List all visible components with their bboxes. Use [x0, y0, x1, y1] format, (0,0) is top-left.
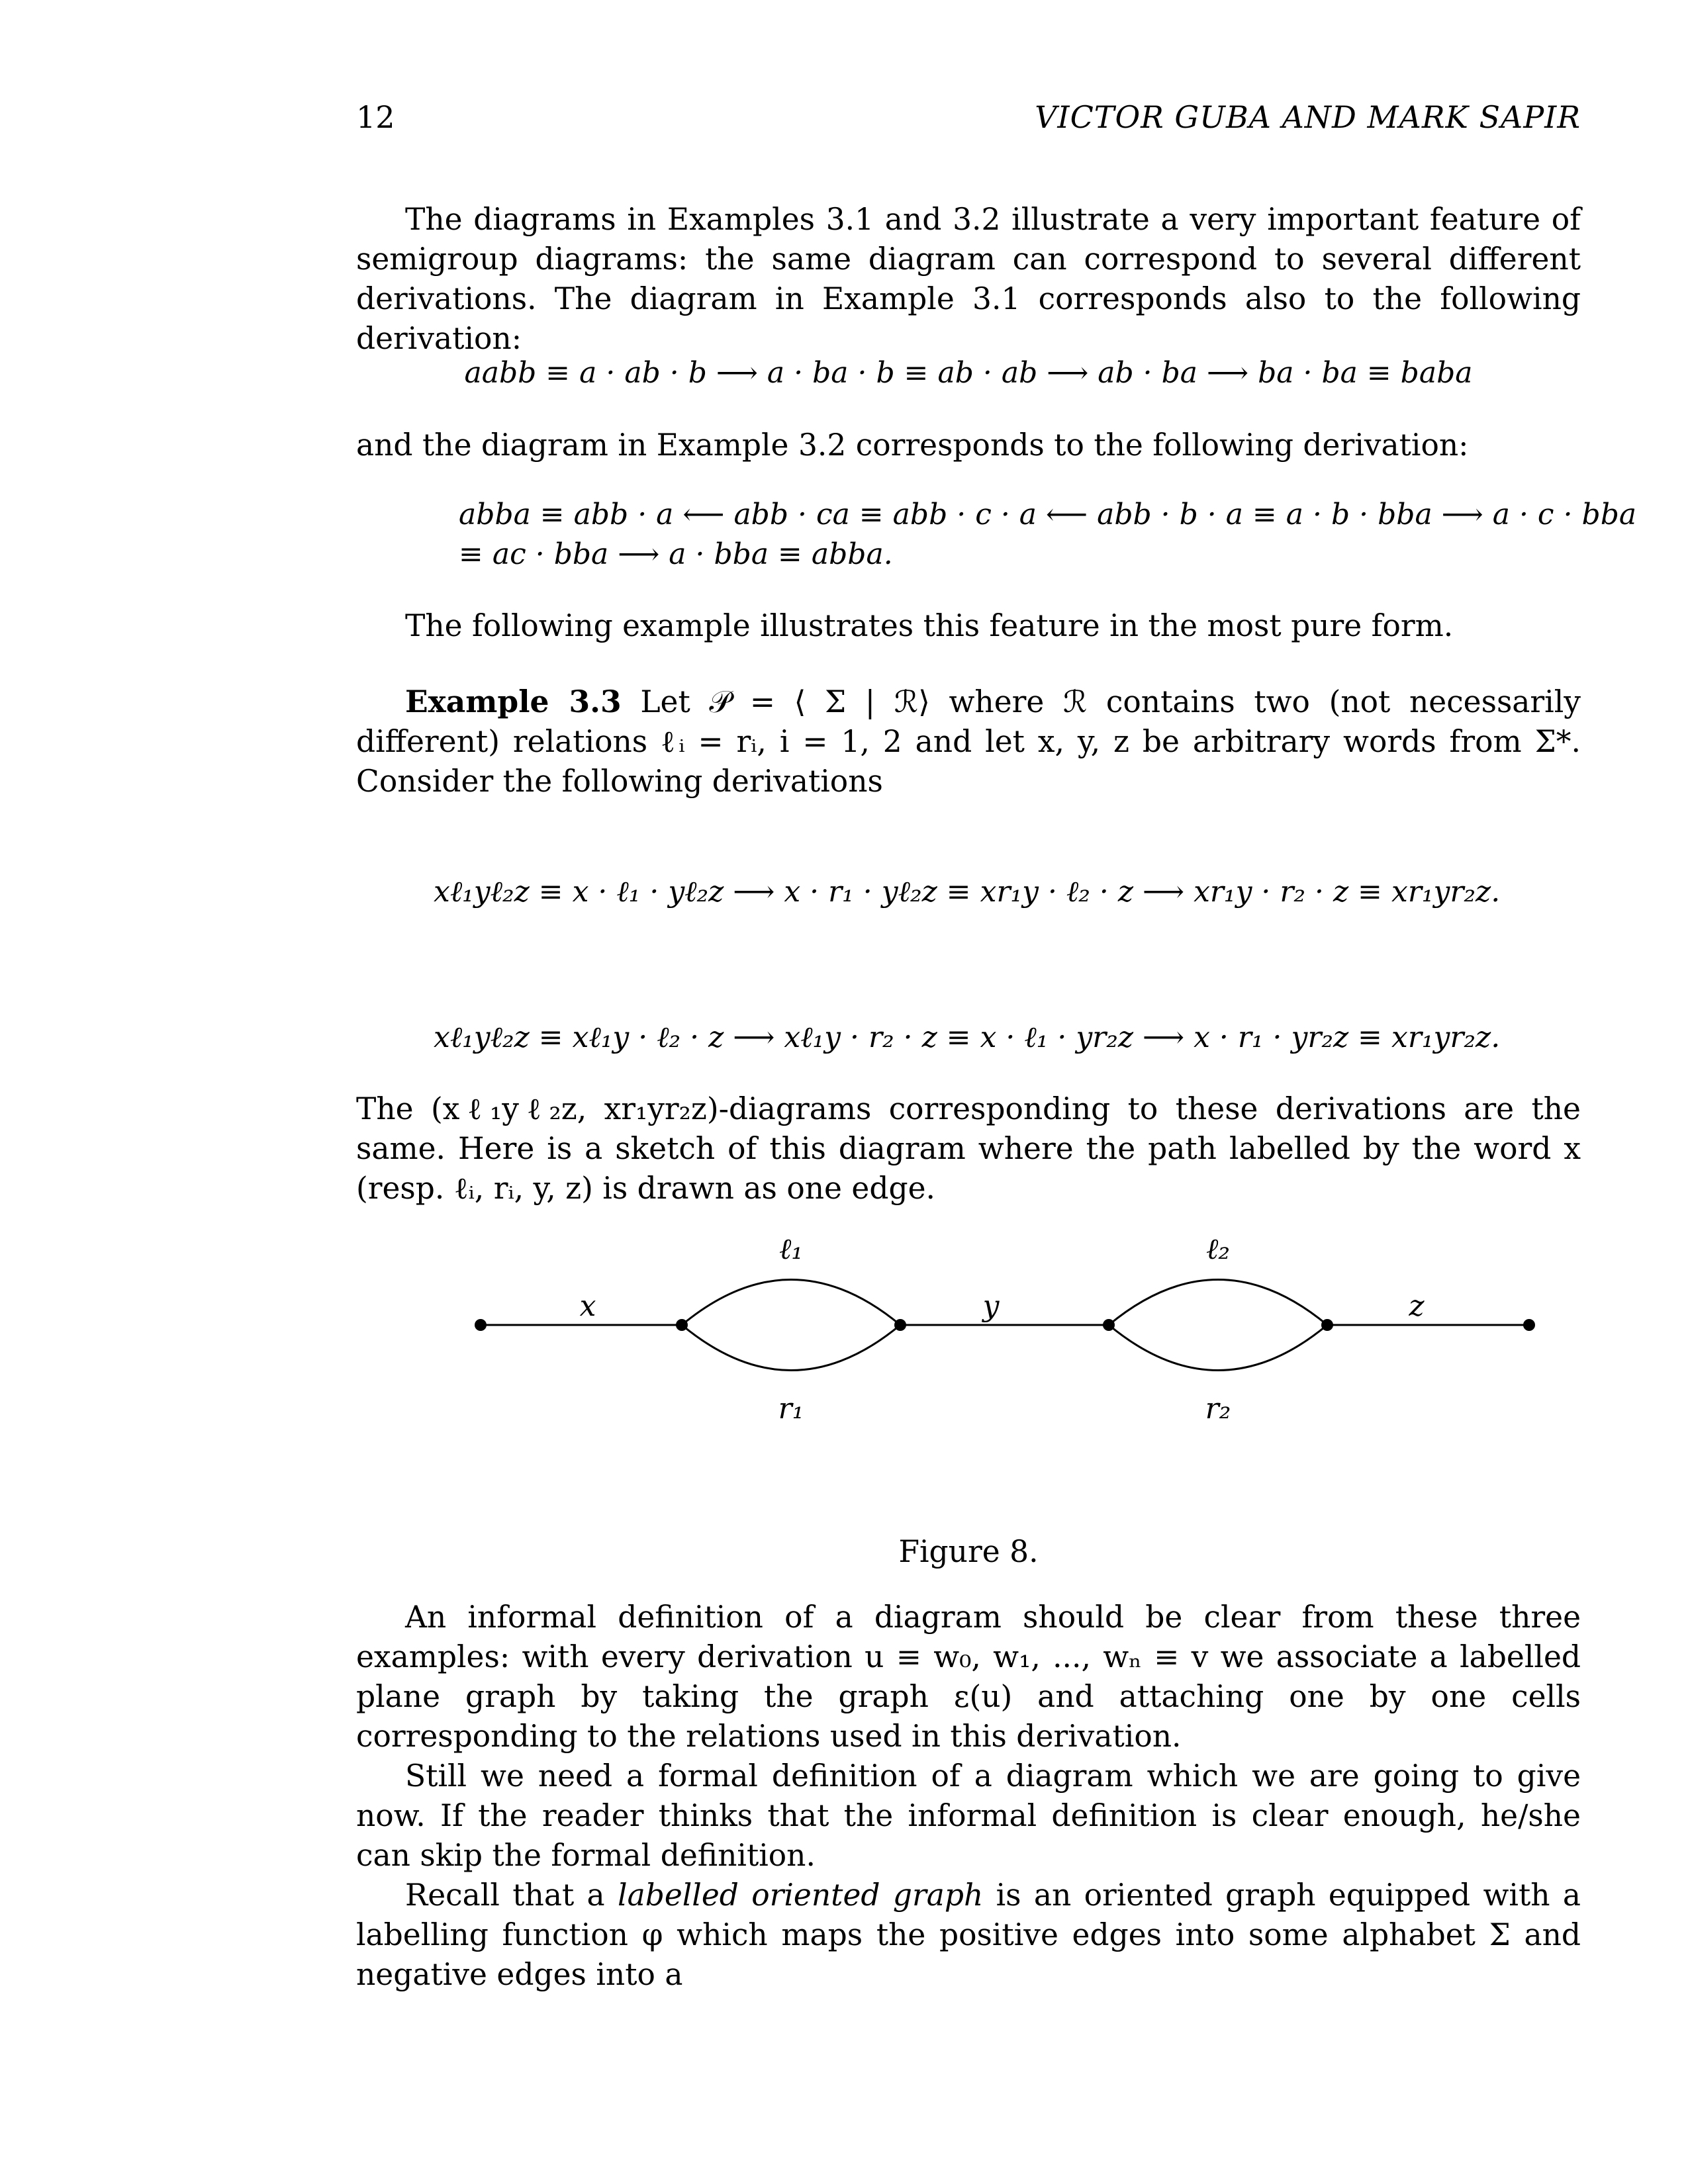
vertex-2: [676, 1319, 688, 1331]
derivation-4: xℓ₁yℓ₂z ≡ xℓ₁y · ℓ₂ · z ⟶ xℓ₁y · r₂ · z ≡ x · ℓ₁ · yr₂z ⟶ x · r₁ · yr₂z ≡ xr₁yr₂z.: [434, 1021, 1501, 1054]
label-r2: r₂: [1205, 1392, 1231, 1426]
edge-l1: [682, 1280, 900, 1326]
paragraph-7-start: Recall that a: [405, 1878, 618, 1913]
edge-r2: [1109, 1325, 1327, 1371]
derivation-2-line-2: ≡ ac · bba ⟶ a · bba ≡ abba.: [459, 537, 893, 571]
label-x: x: [579, 1289, 596, 1323]
figure-caption: Figure 8.: [898, 1534, 1039, 1569]
paragraph-6: Still we need a formal definition of a diagram which we are going to give now. If the reader thinks that the informal definition is clear enough, he/she can skip the formal definition.: [356, 1758, 1581, 1873]
paragraph-7-end: is an oriented graph equipped with a labelling function φ which maps the positive edges into some alphabet Σ and negative edges into a: [356, 1878, 1581, 1992]
label-y: y: [982, 1289, 1000, 1323]
running-header-authors: VICTOR GUBA AND MARK SAPIR: [1035, 99, 1581, 135]
term-labelled-oriented-graph: labelled oriented graph: [618, 1878, 984, 1913]
paragraph-2: and the diagram in Example 3.2 corresponds to the following derivation:: [356, 428, 1469, 463]
paragraph-1: The diagrams in Examples 3.1 and 3.2 illustrate a very important feature of semigroup diagrams: the same diagram can correspond to several different derivations. The diagram in Example 3.1 corresponds also to the following derivation:: [356, 202, 1581, 356]
label-r1: r₁: [778, 1392, 804, 1426]
paragraph-3: The following example illustrates this feature in the most pure form.: [405, 608, 1454, 643]
paragraph-4: The (xℓ₁yℓ₂z, xr₁yr₂z)-diagrams corresponding to these derivations are the same. Here is a sketch of this diagram where the path labelled by the word x (resp. ℓᵢ, rᵢ, y, z) is drawn as one edge.: [356, 1091, 1581, 1206]
page-number: 12: [356, 99, 395, 135]
derivation-1: aabb ≡ a · ab · b ⟶ a · ba · b ≡ ab · ab ⟶ ab · ba ⟶ ba · ba ≡ baba: [464, 356, 1473, 390]
label-l1: ℓ₁: [779, 1232, 803, 1266]
label-l2: ℓ₂: [1206, 1232, 1230, 1266]
vertex-1: [475, 1319, 487, 1331]
paragraph-7: [356, 1876, 1581, 1995]
edge-r1: [682, 1325, 900, 1371]
vertex-5: [1321, 1319, 1333, 1331]
example-label: Example 3.3: [405, 684, 622, 719]
derivation-3: xℓ₁yℓ₂z ≡ x · ℓ₁ · yℓ₂z ⟶ x · r₁ · yℓ₂z ≡ xr₁y · ℓ₂ · z ⟶ xr₁y · r₂ · z ≡ xr₁yr₂z.: [434, 875, 1501, 909]
vertex-4: [1103, 1319, 1115, 1331]
label-z: z: [1409, 1289, 1425, 1323]
edge-l2: [1109, 1280, 1327, 1326]
derivation-2-line-1: abba ≡ abb · a ⟵ abb · ca ≡ abb · c · a ⟵ abb · b · a ≡ a · b · bba ⟶ a · c · bba: [459, 498, 1637, 531]
paragraph-5: An informal definition of a diagram should be clear from these three examples: with every derivation u ≡ w₀, w₁, ..., wₙ ≡ v we associate a labelled plane graph by taking the graph ε(u) and attaching one by one cells corresponding to the relations used in this derivation.: [356, 1600, 1581, 1754]
vertex-6: [1523, 1319, 1535, 1331]
vertex-3: [894, 1319, 906, 1331]
example-text: Let 𝒫 = ⟨ Σ | ℛ⟩ where ℛ contains two (not necessarily different) relations ℓᵢ = rᵢ, i = 1, 2 and let x, y, z be arbitrary words from Σ*. Consider the following derivations: [356, 684, 1581, 799]
